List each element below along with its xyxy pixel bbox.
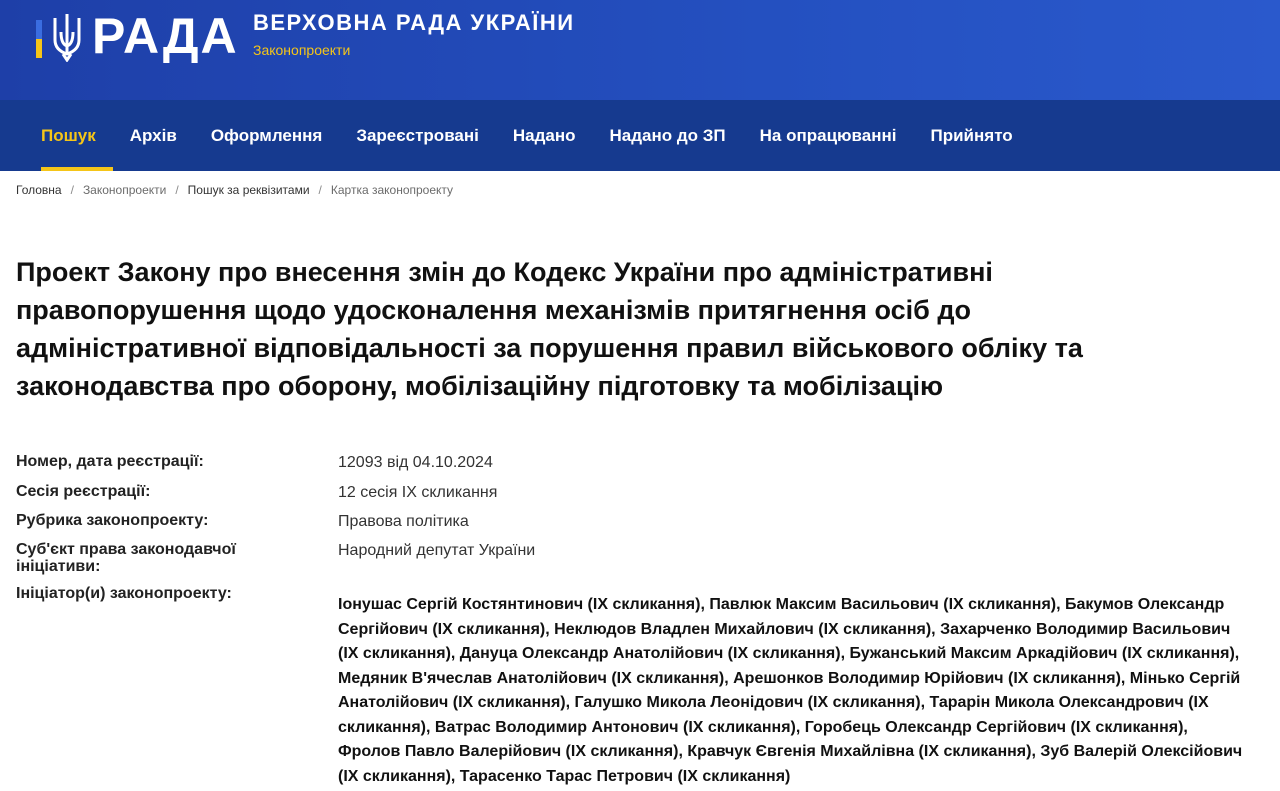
initiators-value: Іонушас Сергій Костянтинович (IX скликання), Павлюк Максим Васильович (IX скликання), Бакумов Олександр Сергійович (IX скликання), Неклюдов Владлен Михайлович (IX скликання), Захарченко Володимир Васильович (IX скликання), Дануца Олександр Анатолійович (IX скликання), Бужанський Максим Аркадійович (IX скликання), Медяник В'ячеслав Анатолійович (IX скликання), Арешонков Володимир Юрійович (IX скликання), Мінько Сергій Анатолійович (IX скликання), Галушко Микола Леонідович (IX скликання), Тарарін Микола Олександрович (IX скликання), Ватрас Володимир Антонович (IX скликання), Горобець Олександр Сергійович (IX скликання), Фролов Павло Валерійович (IX скликання), Кравчук Євгенія Михайлівна (IX скликання), Зуб Валерій Олексійович (IX скликання), Тарасенко Тарас Петрович (IX скликання): [338, 596, 1243, 785]
breadcrumb-separator: /: [70, 183, 74, 197]
rubric-label: Рубрика законопроекту:: [16, 512, 209, 529]
breadcrumb-bills[interactable]: Законопроекти: [82, 183, 167, 197]
detail-row: [16, 453, 1280, 483]
section-name[interactable]: Законопроекти: [253, 42, 351, 58]
detail-row: [16, 585, 1280, 789]
breadcrumb-search[interactable]: Пошук за реквізитами: [187, 183, 310, 197]
breadcrumb-current: Картка законопроекту: [330, 183, 454, 197]
trident-icon: [50, 10, 84, 62]
breadcrumb-separator: /: [318, 183, 322, 197]
bill-details: [16, 453, 1280, 789]
detail-row: [16, 541, 1280, 585]
breadcrumb-home[interactable]: Головна: [16, 183, 62, 197]
nav-item-search[interactable]: Пошук: [24, 100, 113, 171]
session-value: 12 сесія IX скликання: [338, 484, 498, 501]
page-title: Проект Закону про внесення змін до Кодекс України про адміністративні правопорушення щодо удосконалення механізмів притягнення осіб до адміністративної відповідальності за порушення правил військового обліку та законодавства про оборону, мобілізаційну підготовку та мобілізацію: [16, 257, 1083, 401]
nav-item-adopted[interactable]: Прийнято: [930, 125, 1013, 145]
breadcrumb-separator: /: [175, 183, 179, 197]
subject-value: Народний депутат України: [338, 542, 536, 559]
detail-row: [16, 483, 1280, 512]
nav-item-provided-to-zp[interactable]: Надано до ЗП: [609, 125, 726, 145]
site-title[interactable]: ВЕРХОВНА РАДА УКРАЇНИ: [253, 10, 575, 35]
nav-item-provided[interactable]: Надано: [512, 125, 576, 145]
number-label: Номер, дата реєстрації:: [16, 453, 204, 470]
nav-item-archive[interactable]: Архів: [129, 125, 177, 145]
nav-item-in-progress[interactable]: На опрацюванні: [759, 125, 897, 145]
number-value: 12093 від 04.10.2024: [338, 454, 493, 471]
initiators-label: Ініціатор(и) законопроекту:: [16, 585, 232, 602]
site-title-block: [253, 10, 575, 58]
nav-item-formatting[interactable]: Оформлення: [210, 125, 323, 145]
nav-item-registered[interactable]: Зареєстровані: [356, 125, 479, 145]
brand-wordmark: РАДА: [92, 8, 239, 64]
flag-stripe: [36, 20, 42, 58]
breadcrumb: [0, 171, 1280, 197]
main-nav: [0, 100, 1280, 171]
rubric-value: Правова політика: [338, 513, 469, 530]
session-label: Сесія реєстрації:: [16, 483, 151, 500]
subject-label: Суб'єкт права законодавчої ініціативи:: [16, 541, 236, 575]
site-header: [0, 0, 1280, 100]
detail-row: [16, 512, 1280, 541]
site-logo[interactable]: [36, 10, 239, 62]
